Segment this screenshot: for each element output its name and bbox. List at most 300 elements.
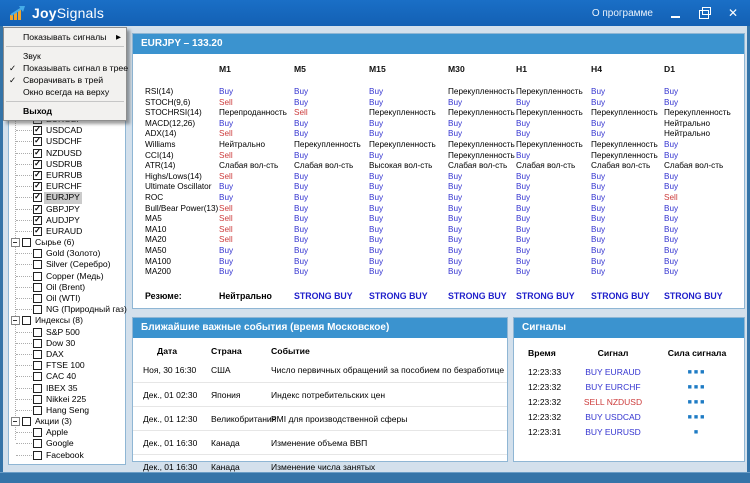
event-date: Дек., 01 02:30 [143,389,198,400]
signal-cell: Перекупленность [369,108,436,118]
event-name: Индекс потребительских цен [271,389,386,400]
signal-row [514,380,744,395]
indicator-label: MACD(12,26) [145,118,196,128]
event-country: США [211,365,231,375]
about-button[interactable]: О программе [591,7,653,19]
checkbox[interactable] [33,384,42,393]
signal-cell: Buy [219,256,234,266]
signal-cell: Buy [448,97,463,107]
checkbox[interactable] [33,193,42,202]
event-country: Япония [211,389,241,400]
indicator-label: ADX(14) [145,129,177,139]
signal-cell: Buy [591,118,606,128]
event-date: Ноя, 30 16:30 [143,365,197,375]
signal-cell: Перекупленность [591,108,658,118]
signal-cell: Buy [664,182,679,192]
signal-cell: Buy [369,150,384,160]
tree-item[interactable] [9,159,125,170]
tree-item-label: USDCAD [46,125,83,136]
tree-item-label: CAC 40 [46,371,77,382]
indicator-column-headers [133,64,744,74]
tree-item-label: Hang Seng [46,404,90,415]
events-panel [132,317,508,472]
indicator-label: ROC [145,192,164,202]
signal-cell: Buy [369,182,384,192]
column-header: M1 [219,64,231,74]
summary-label: Резюме: [145,290,182,301]
signal-cell: Buy [591,97,606,107]
signal-cell: Слабая вол-сть [219,161,279,171]
column-header: Сила сигнала [667,348,727,358]
signal-cell: Buy [664,235,679,245]
column-header: Страна [211,346,242,356]
expander-icon[interactable] [11,417,20,426]
signal-row [514,425,744,440]
event-name: PMI для производственной сферы [271,413,408,424]
tree-item-label: Dow 30 [46,337,76,348]
checkbox[interactable] [33,350,42,359]
indicator-panel-header: EURJPY – 133.20 [133,34,744,54]
signal-cell: Buy [448,235,463,245]
signal-cell: Buy [369,192,384,202]
signal-time: 12:23:32 [528,382,562,392]
indicator-label: ATR(14) [145,161,176,171]
checkbox[interactable] [33,205,42,214]
indicator-label: Williams [145,139,176,149]
event-row [133,406,507,430]
tree-item[interactable] [9,259,125,270]
signal-cell: Buy [369,267,384,277]
tree-item[interactable] [9,125,125,136]
maximize-button[interactable] [697,6,711,20]
submenu-arrow-icon: ▶ [116,34,121,41]
tree-item[interactable] [9,438,125,449]
signal-cell: Buy [369,171,384,181]
signal-cell: Buy [448,256,463,266]
tree-item-label: FTSE 100 [46,360,85,371]
signal-cell: Перекупленность [448,87,515,96]
tree-item[interactable] [9,136,125,147]
tree-item-label: NG (Природный газ) [46,304,127,315]
tree-item[interactable] [9,416,125,427]
tree-item[interactable] [9,405,125,416]
signal-row [514,410,744,425]
signal-cell: Buy [448,214,463,224]
checkbox[interactable] [33,305,42,314]
tree-item[interactable] [9,349,125,360]
menu-item-always-on-top[interactable]: Окно всегда на верху [23,87,110,97]
signal-cell: Buy [294,171,309,181]
tree-item-label: Сырье (6) [35,237,75,248]
checkbox[interactable] [33,395,42,404]
indicator-row [133,140,744,151]
column-header: M15 [369,64,386,74]
checkbox[interactable] [33,283,42,292]
signal-cell: Buy [664,150,679,160]
checkbox[interactable] [33,272,42,281]
signal-cell: Sell [219,214,233,224]
tree-item-label: IBEX 35 [46,382,78,393]
checkbox[interactable] [33,328,42,337]
signal-cell: Buy [664,87,679,96]
summary-cell: STRONG BUY [448,290,507,301]
signal-cell: Buy [369,235,384,245]
indicator-row [133,204,744,215]
signal-cell: Buy [516,245,531,255]
indicator-label: Highs/Lows(14) [145,171,202,181]
event-name: Изменение объема ВВП [271,437,368,448]
signal-cell: Buy [369,87,384,96]
tree-item[interactable] [9,237,125,248]
indicator-label: MA200 [145,267,171,277]
event-country: Канада [211,437,240,448]
tree-item-label: Nikkei 225 [46,393,87,404]
column-header: Событие [271,346,310,356]
menu-separator [6,46,124,47]
context-menu [3,27,127,121]
tree-item-label: Apple [46,427,68,438]
signal-cell: Sell [219,224,233,234]
tree-item-label: Google [46,438,74,449]
indicator-label: MA100 [145,256,171,266]
tree-item[interactable] [9,226,125,237]
signal-cell: Sell [219,235,233,245]
signal-cell: Buy [294,182,309,192]
signal-cell: Buy [591,171,606,181]
signal-cell: Sell [219,171,233,181]
events-table [133,338,507,472]
signal-cell: Buy [516,97,531,107]
signal-cell: Buy [219,267,234,277]
checkmark-icon: ✓ [9,63,17,73]
tree-item-label: Facebook [46,449,84,460]
signal-cell: Buy [664,267,679,277]
signal-strength: ■■■ [687,369,707,376]
indicator-label: MA10 [145,224,167,234]
indicator-label: MA50 [145,245,167,255]
checkbox[interactable] [33,227,42,236]
summary-cell: Нейтрально [219,290,272,301]
checkbox[interactable] [33,339,42,348]
menu-item-show-signals[interactable]: Показывать сигналы ▶ [23,32,121,42]
signal-cell: Buy [516,235,531,245]
tree-item[interactable] [9,383,125,394]
signal-cell: Buy [294,150,309,160]
signal-text: BUY EURAUD [585,367,641,377]
indicator-row [133,235,744,246]
indicator-row [133,161,744,172]
tree-item-label: EURRUB [46,169,83,180]
tree-item-label: NZDUSD [46,147,82,158]
indicator-row [133,119,744,130]
signal-cell: Buy [369,97,384,107]
indicator-row [133,267,744,278]
indicator-label: Bull/Bear Power(13) [145,203,219,213]
tree-item-label: Copper (Медь) [46,270,104,281]
checkbox[interactable] [33,439,42,448]
signal-cell: Buy [516,203,531,213]
indicator-row [133,246,744,257]
signal-text: BUY EURCHF [585,382,641,392]
column-header: H1 [516,64,527,74]
signal-cell: Buy [591,235,606,245]
tree-item[interactable] [9,204,125,215]
indicator-row [133,98,744,109]
event-country: Великобритания [211,413,277,424]
signal-cell: Buy [591,256,606,266]
column-header: D1 [664,64,675,74]
signal-strength: ■■■ [687,414,707,421]
tree-item[interactable] [9,304,125,315]
menu-item-show-signal-in-tree[interactable]: ✓ Показывать сигнал в трее [9,63,129,73]
signal-cell: Buy [294,267,309,277]
signal-cell: Buy [219,192,234,202]
tree-item[interactable] [9,248,125,259]
event-row [133,382,507,406]
signal-cell: Buy [448,203,463,213]
events-column-headers [133,344,507,358]
event-date: Дек., 01 16:30 [143,437,198,448]
signal-cell: Buy [369,129,384,139]
signal-cell: Buy [591,214,606,224]
event-name: Число первичных обращений за пособием по безработице [271,365,505,375]
checkbox[interactable] [33,137,42,146]
signal-cell: Buy [448,245,463,255]
event-country: Канада [211,461,240,472]
tree-item[interactable] [9,282,125,293]
signal-cell: Buy [591,267,606,277]
indicator-label: MA5 [145,214,162,224]
signal-cell: Sell [219,203,233,213]
signal-cell: Sell [219,129,233,139]
signal-cell: Buy [591,182,606,192]
tree-item[interactable] [9,293,125,304]
signal-cell: Sell [219,150,233,160]
checkbox[interactable] [33,171,42,180]
signal-cell: Нейтрально [664,129,711,139]
signal-cell: Buy [516,129,531,139]
event-row [133,454,507,478]
tree-item[interactable] [9,192,125,203]
menu-separator [6,101,124,102]
signal-cell: Buy [219,87,234,96]
signal-cell: Buy [219,118,234,128]
tree-item[interactable] [9,327,125,338]
checkbox[interactable] [33,249,42,258]
tree-item-label: Gold (Золото) [46,248,101,259]
signal-cell: Buy [369,224,384,234]
signal-cell: Buy [448,182,463,192]
signal-cell: Buy [448,224,463,234]
checkbox[interactable] [33,372,42,381]
signal-cell: Перекупленность [591,139,658,149]
tree-item[interactable] [9,427,125,438]
indicator-row [133,172,744,183]
tree-item-label: USDCHF [46,136,82,147]
tree-item-label: Oil (WTI) [46,293,81,303]
signal-cell: Buy [591,129,606,139]
signal-cell: Buy [448,118,463,128]
indicator-row [133,151,744,162]
signal-cell: Перекупленность [448,139,515,149]
tree-item-label: Silver (Серебро) [46,259,111,270]
signal-cell: Нейтрально [219,139,266,149]
indicator-row [133,193,744,204]
brand-logo-icon [10,6,26,21]
signal-row [514,365,744,380]
checkbox[interactable] [33,406,42,415]
event-date: Дек., 01 16:30 [143,461,198,472]
tree-item[interactable] [9,181,125,192]
signal-cell: Высокая вол-сть [369,161,433,171]
signal-cell: Buy [516,214,531,224]
signal-cell: Buy [664,245,679,255]
checkbox[interactable] [33,451,42,460]
signal-time: 12:23:31 [528,427,562,437]
signal-cell: Buy [664,224,679,234]
minimize-button[interactable] [668,6,682,20]
signal-cell: Слабая вол-сть [664,161,724,171]
checkbox[interactable] [33,126,42,135]
tree-item[interactable] [9,338,125,349]
tree-item-label: Индексы (8) [35,315,83,326]
signal-text: BUY EURUSD [585,427,641,437]
tree-item[interactable] [9,360,125,371]
checkbox[interactable] [33,361,42,370]
signal-cell: Buy [294,214,309,224]
signal-cell: Buy [448,267,463,277]
checkbox[interactable] [22,417,31,426]
signal-cell: Buy [369,256,384,266]
signal-cell: Перекупленность [448,150,515,160]
checkbox[interactable] [22,316,31,325]
signal-text: SELL NZDUSD [583,397,643,407]
menu-item-sound[interactable]: Звук [23,51,41,61]
signal-cell: Sell [294,108,308,118]
checkbox[interactable] [33,260,42,269]
tree-item-label: Акции (3) [35,416,72,427]
indicator-label: Ultimate Oscillator [145,182,212,192]
checkbox[interactable] [33,294,42,303]
column-header: M5 [294,64,306,74]
column-header: H4 [591,64,602,74]
signal-time: 12:23:33 [528,367,562,377]
signal-cell: Buy [294,224,309,234]
signal-cell: Слабая вол-сть [516,161,576,171]
tree-item[interactable] [9,450,125,461]
signal-row [514,395,744,410]
signal-cell: Buy [448,171,463,181]
signal-cell: Buy [516,267,531,277]
signal-cell: Buy [448,192,463,202]
signal-cell: Перекупленность [448,108,515,118]
tree-item[interactable] [9,215,125,226]
signal-cell: Перекупленность [369,139,436,149]
tree-item-label: EURCHF [46,181,82,192]
signal-cell: Buy [591,245,606,255]
signal-cell: Buy [369,245,384,255]
summary-cell: STRONG BUY [369,290,428,301]
tree-item[interactable] [9,271,125,282]
signal-cell: Buy [591,192,606,202]
indicator-row [133,257,744,268]
signal-cell: Слабая вол-сть [591,161,651,171]
signal-cell: Buy [294,192,309,202]
signal-cell: Перекупленность [516,139,583,149]
restore-icon [699,10,709,19]
checkbox[interactable] [33,182,42,191]
signal-time: 12:23:32 [528,412,562,422]
summary-cell: STRONG BUY [664,290,723,301]
signal-cell: Buy [294,245,309,255]
indicator-row [133,225,744,236]
minimize-icon [671,16,680,18]
indicator-row [133,182,744,193]
tree-item-label: EURJPY [46,192,80,203]
signal-cell: Нейтрально [664,118,711,128]
checkbox[interactable] [22,238,31,247]
menu-item-minimize-to-tray[interactable]: ✓ Сворачивать в трей [9,75,104,85]
checkbox[interactable] [33,428,42,437]
signal-strength: ■ [693,429,701,436]
tree-item[interactable] [9,315,125,326]
expander-icon[interactable] [11,238,20,247]
tree-item[interactable] [9,394,125,405]
tree-item-label: AUDJPY [46,214,80,225]
signal-cell: Перепроданность [219,108,287,118]
event-date: Дек., 01 12:30 [143,413,198,424]
tree-item[interactable] [9,148,125,159]
tree-item[interactable] [9,371,125,382]
event-row [133,430,507,454]
tree-item-label: S&P 500 [46,326,80,337]
signal-cell: Buy [294,203,309,213]
summary-cell: STRONG BUY [294,290,353,301]
checkbox[interactable] [33,160,42,169]
signal-cell: Buy [516,192,531,202]
checkbox[interactable] [33,149,42,158]
signal-cell: Buy [664,214,679,224]
titlebar [0,0,750,26]
signal-strength: ■■■ [687,399,707,406]
checkmark-icon: ✓ [9,75,17,85]
signal-cell: Buy [294,256,309,266]
signal-cell: Перекупленность [516,108,583,118]
tree-item-label: EURAUD [46,225,83,236]
indicator-row [133,214,744,225]
signals-panel [513,317,745,462]
signal-cell: Buy [369,214,384,224]
signal-cell: Buy [516,182,531,192]
tree-item-label: USDRUB [46,158,83,169]
close-button[interactable] [726,6,740,20]
close-icon: ✕ [727,6,739,20]
checkbox[interactable] [33,216,42,225]
expander-icon[interactable] [11,316,20,325]
menu-item-exit[interactable]: Выход [23,106,53,116]
signals-panel-header: Сигналы [514,318,744,338]
column-header: M30 [448,64,465,74]
column-header: Сигнал [597,348,629,358]
indicator-table [133,54,744,308]
signal-cell: Buy [294,97,309,107]
signal-cell: Buy [516,224,531,234]
brand-name: JoySignals [32,5,105,21]
indicator-label: STOCHRSI(14) [145,108,202,118]
signal-cell: Слабая вол-сть [294,161,354,171]
signal-cell: Buy [369,118,384,128]
tree-item[interactable] [9,170,125,181]
